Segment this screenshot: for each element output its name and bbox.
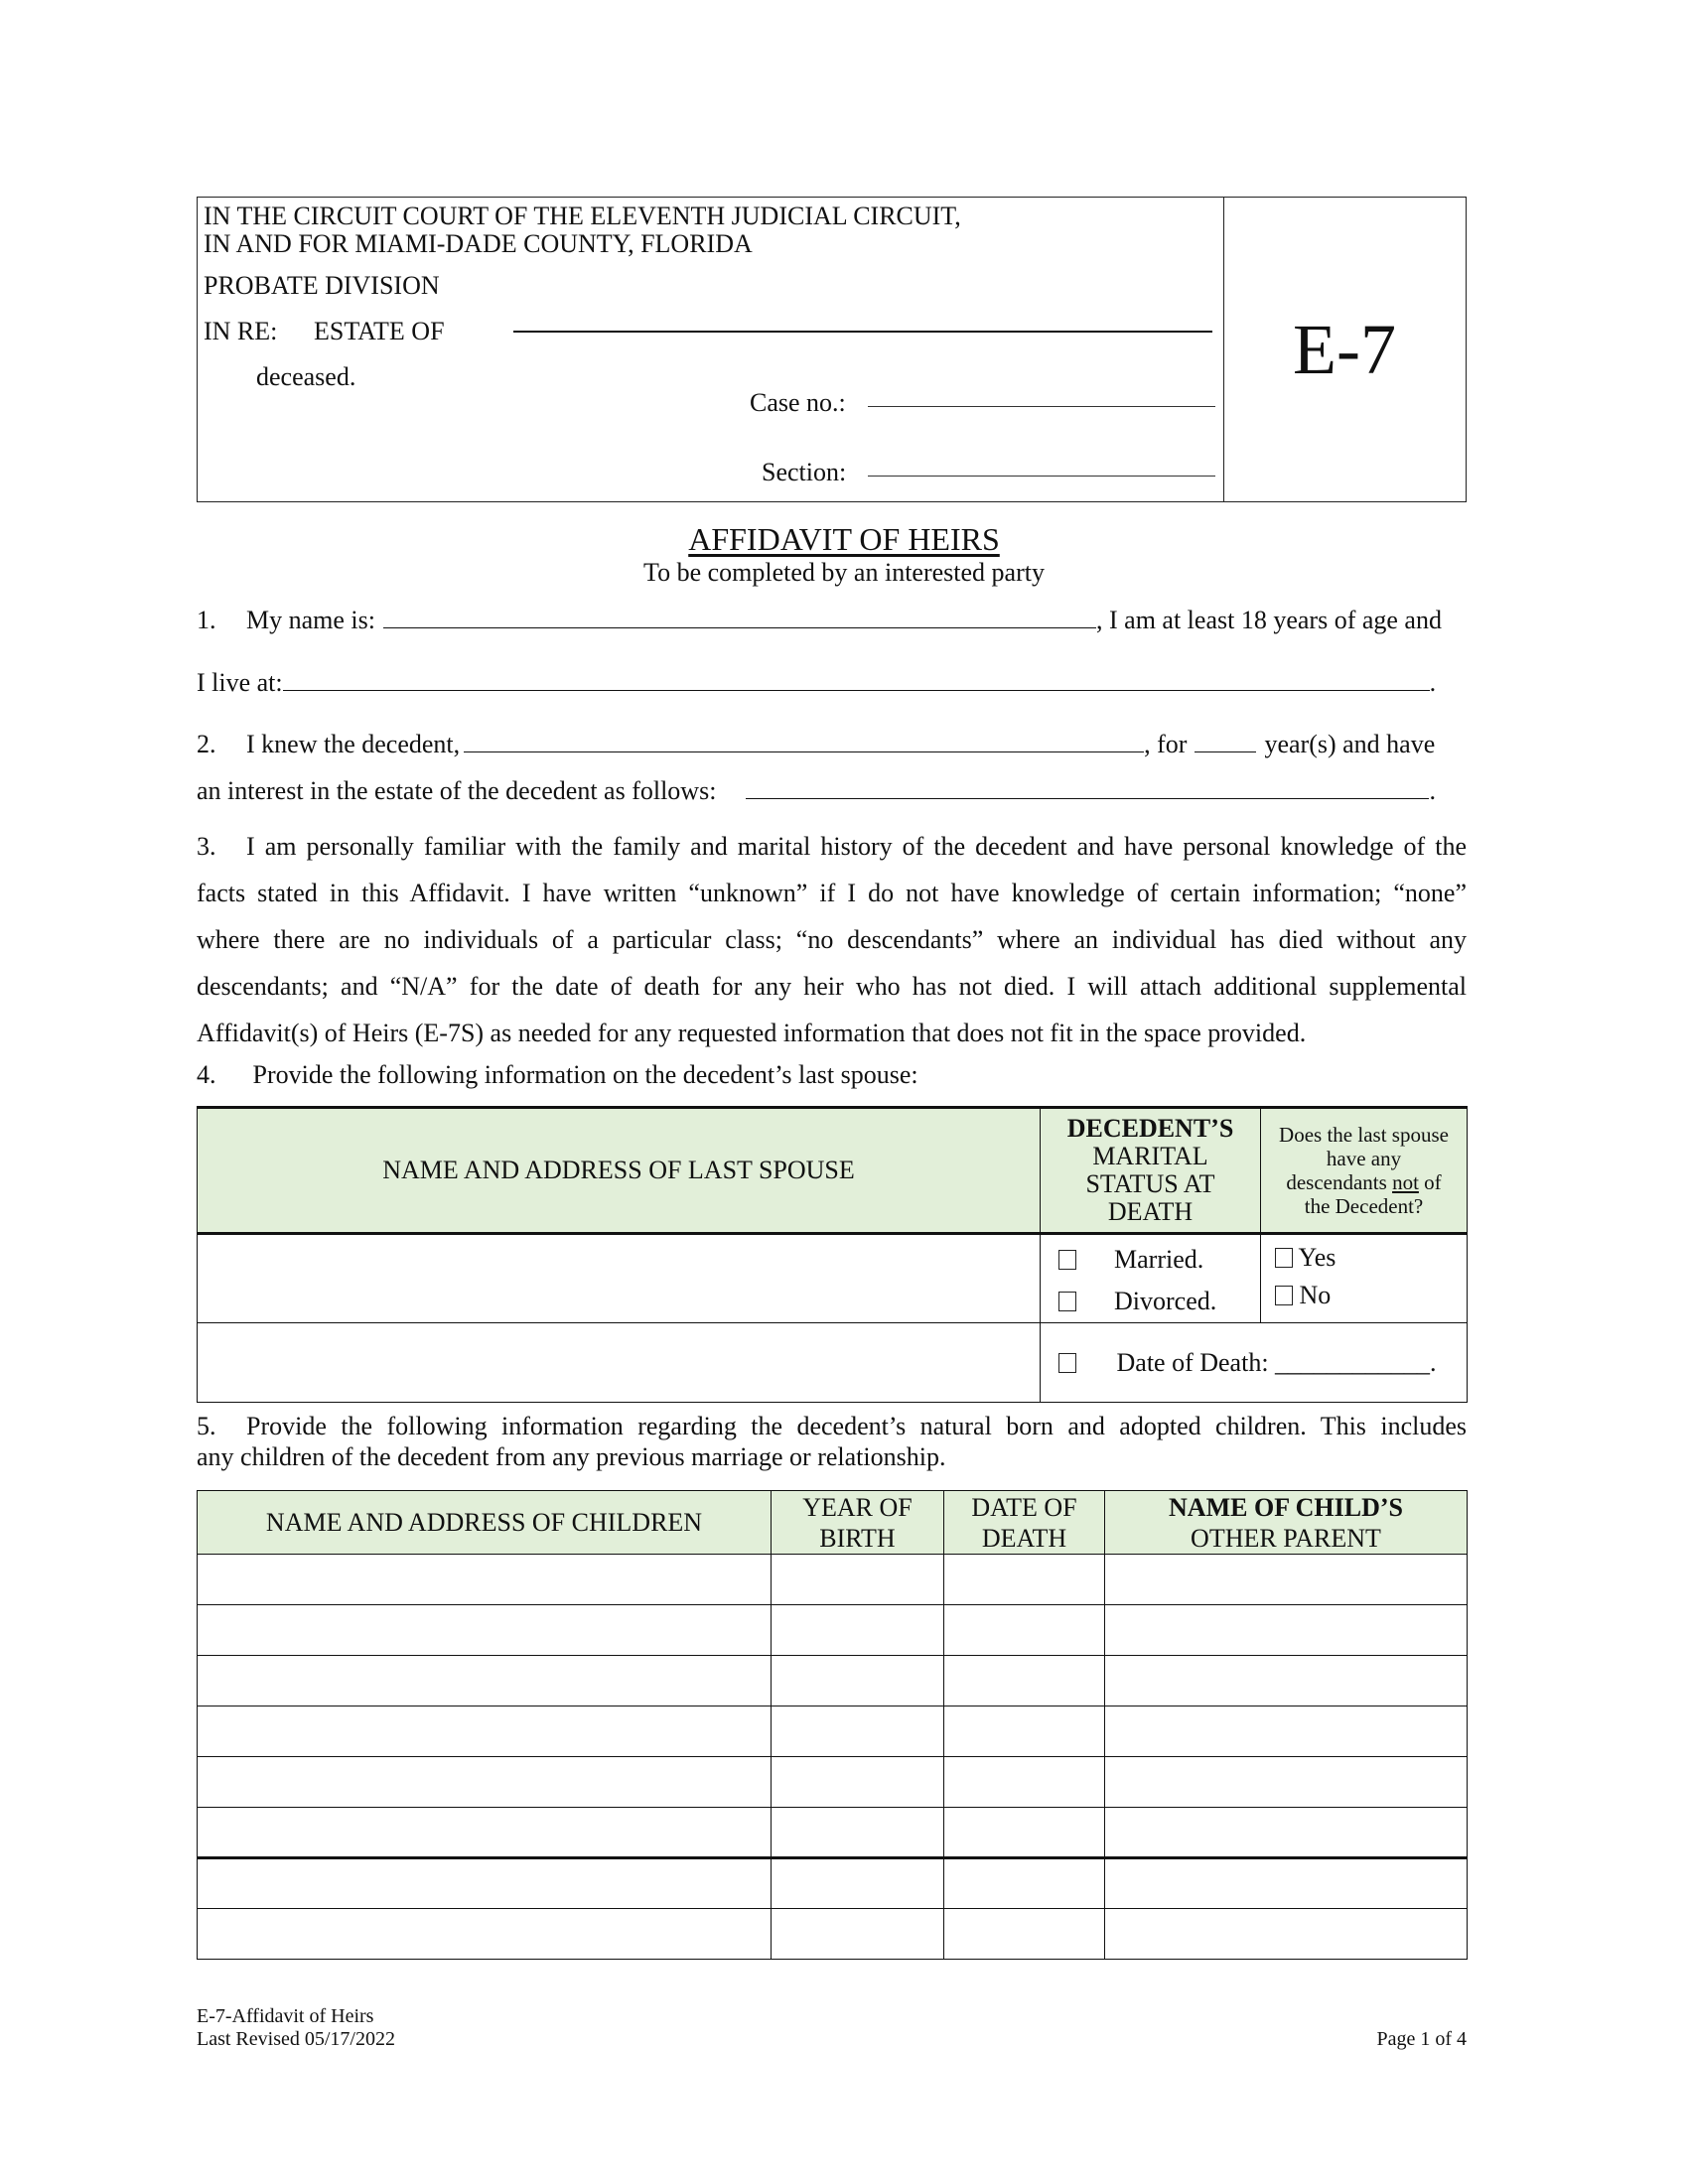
interest-label: an interest in the estate of the decedent as follows:: [197, 776, 717, 805]
paragraph-2-interest: [197, 776, 1467, 806]
child-death-cell[interactable]: [944, 1858, 1105, 1909]
section-field[interactable]: [868, 476, 1215, 477]
child-parent-cell[interactable]: [1105, 1555, 1468, 1605]
child-row-3a: [198, 1757, 1468, 1808]
marital-status-cell: [1041, 1234, 1261, 1323]
child-address-cell[interactable]: [198, 1706, 772, 1757]
page-subtitle: To be completed by an interested party: [643, 558, 1045, 587]
interest-field[interactable]: [746, 776, 1429, 799]
name-field[interactable]: [383, 606, 1096, 628]
child-row-1b: [198, 1605, 1468, 1656]
yes-checkbox[interactable]: [1275, 1248, 1293, 1268]
estate-of-label: ESTATE OF: [314, 317, 445, 345]
spouse-row-1: [198, 1234, 1468, 1323]
child-parent-cell[interactable]: [1105, 1605, 1468, 1656]
child-address-cell[interactable]: [198, 1909, 772, 1960]
child-name-cell[interactable]: [198, 1757, 772, 1808]
child-row-1a: [198, 1555, 1468, 1605]
p5-number: 5.: [197, 1412, 216, 1440]
married-option[interactable]: Married.: [1058, 1239, 1260, 1281]
paragraph-3: [197, 823, 1467, 1056]
child-birth-cell[interactable]: [772, 1858, 944, 1909]
paragraph-4: [197, 1060, 1467, 1090]
division-label: PROBATE DIVISION: [204, 271, 440, 300]
estate-name-field[interactable]: [513, 331, 1212, 333]
section-label: Section:: [762, 458, 847, 486]
p4-number: 4.: [197, 1060, 216, 1089]
children-table: [197, 1490, 1468, 1960]
child-death-cell[interactable]: [944, 1706, 1105, 1757]
footer-revised: Last Revised 05/17/2022: [197, 2028, 395, 2050]
date-of-death-cell: [1041, 1323, 1468, 1403]
case-no-label: Case no.:: [750, 388, 846, 417]
child-row-4b: [198, 1909, 1468, 1960]
child-address-cell[interactable]: [198, 1605, 772, 1656]
case-no-field[interactable]: [868, 406, 1215, 407]
year-of-birth-header: YEAR OF BIRTH: [772, 1491, 944, 1555]
no-checkbox[interactable]: [1275, 1286, 1293, 1305]
child-birth-cell[interactable]: [772, 1706, 944, 1757]
child-birth-cell[interactable]: [772, 1757, 944, 1808]
descendants-cell: [1261, 1234, 1468, 1323]
p2-number: 2.: [197, 730, 216, 758]
spouse-name-cell[interactable]: [198, 1234, 1041, 1323]
child-death-cell[interactable]: [944, 1656, 1105, 1706]
paragraph-1: [197, 606, 1467, 635]
address-field[interactable]: [283, 668, 1430, 691]
child-row-2b: [198, 1706, 1468, 1757]
date-of-death-field[interactable]: ____________: [1275, 1347, 1431, 1377]
child-parent-cell[interactable]: [1105, 1656, 1468, 1706]
p1-text: , I am at least 18 years of age and: [1096, 606, 1442, 634]
child-birth-cell[interactable]: [772, 1909, 944, 1960]
paragraph-5: [197, 1411, 1467, 1472]
form-code: E-7: [1293, 309, 1396, 389]
p2-years-text: year(s) and have: [1264, 730, 1436, 758]
spouse-address-cell[interactable]: [198, 1323, 1041, 1403]
spouse-table-header: [198, 1108, 1468, 1234]
other-parent-header: NAME OF CHILD’S OTHER PARENT: [1105, 1491, 1468, 1555]
married-checkbox[interactable]: [1058, 1250, 1076, 1270]
footer-page-number: Page 1 of 4: [1376, 2028, 1467, 2050]
child-birth-cell[interactable]: [772, 1605, 944, 1656]
p3-line-4: descendants; and “N/A” for the date of death for any heir who has not died. I will attach additional supplemental: [197, 972, 1467, 1001]
divorced-checkbox[interactable]: [1058, 1292, 1076, 1311]
child-birth-cell[interactable]: [772, 1808, 944, 1858]
deceased-label: deceased.: [256, 362, 356, 391]
p3-line-5: Affidavit(s) of Heirs (E-7S) as needed for any requested information that does not fit in the space provided.: [197, 1019, 1307, 1047]
footer-form-name: E-7-Affidavit of Heirs: [197, 2005, 374, 2027]
years-known-field[interactable]: [1195, 730, 1256, 752]
p4-text: Provide the following information on the decedent’s last spouse:: [252, 1060, 918, 1089]
p2-for: , for: [1144, 730, 1188, 758]
child-name-cell[interactable]: [198, 1656, 772, 1706]
period: .: [1430, 1347, 1437, 1377]
period: .: [1429, 668, 1437, 697]
divorced-option[interactable]: Divorced.: [1058, 1281, 1260, 1322]
yes-option[interactable]: Yes: [1275, 1239, 1467, 1277]
child-parent-cell[interactable]: [1105, 1706, 1468, 1757]
spouse-row-2: [198, 1323, 1468, 1403]
p3-line-1: I am personally familiar with the family and marital history of the decedent and have personal knowledge of the: [246, 832, 1467, 861]
child-parent-cell[interactable]: [1105, 1808, 1468, 1858]
p1-label: My name is:: [246, 606, 375, 634]
court-line-2: IN AND FOR MIAMI-DADE COUNTY, FLORIDA: [204, 229, 753, 258]
p2-label: I knew the decedent,: [246, 730, 461, 758]
date-of-death-label: Date of Death:: [1116, 1347, 1269, 1377]
child-death-cell[interactable]: [944, 1757, 1105, 1808]
child-address-cell[interactable]: [198, 1808, 772, 1858]
decedent-name-field[interactable]: [464, 730, 1144, 752]
paragraph-2: [197, 730, 1467, 759]
p5-line-2: any children of the decedent from any previous marriage or relationship.: [197, 1442, 946, 1471]
date-of-death-header: DATE OF DEATH: [944, 1491, 1105, 1555]
child-parent-cell[interactable]: [1105, 1909, 1468, 1960]
p3-number: 3.: [197, 832, 216, 861]
p5-line-1: Provide the following information regarding the decedent’s natural born and adopted children. This includes: [246, 1412, 1467, 1440]
child-birth-cell[interactable]: [772, 1555, 944, 1605]
live-at-label: I live at:: [197, 668, 283, 697]
paragraph-1-address: [197, 668, 1467, 698]
child-name-cell[interactable]: [198, 1555, 772, 1605]
in-re-label: IN RE:: [204, 317, 278, 345]
child-row-3b: [198, 1808, 1468, 1858]
child-parent-cell[interactable]: [1105, 1757, 1468, 1808]
child-row-4a: [198, 1858, 1468, 1909]
no-option[interactable]: No: [1275, 1277, 1467, 1314]
p1-number: 1.: [197, 606, 216, 634]
children-table-header: [198, 1491, 1468, 1555]
page-title: AFFIDAVIT OF HEIRS: [688, 521, 1000, 557]
child-death-cell[interactable]: [944, 1808, 1105, 1858]
child-row-2a: [198, 1656, 1468, 1706]
child-name-header: NAME AND ADDRESS OF CHILDREN: [198, 1491, 772, 1555]
child-death-cell[interactable]: [944, 1909, 1105, 1960]
marital-status-header: DECEDENT’S MARITAL STATUS AT DEATH: [1041, 1108, 1261, 1234]
p3-line-3: where there are no individuals of a particular class; “no descendants” where an individual has died without any: [197, 925, 1467, 954]
court-line-1: IN THE CIRCUIT COURT OF THE ELEVENTH JUDICIAL CIRCUIT,: [204, 202, 961, 230]
case-caption-box: [197, 197, 1467, 502]
spouse-descendants-header: Does the last spouse have any descendants not of the Decedent?: [1261, 1108, 1468, 1234]
child-name-cell[interactable]: [198, 1858, 772, 1909]
footer-left: [197, 2005, 395, 2051]
period: .: [1429, 776, 1436, 805]
spouse-table: [197, 1106, 1468, 1403]
spouse-name-header: NAME AND ADDRESS OF LAST SPOUSE: [198, 1108, 1041, 1234]
child-birth-cell[interactable]: [772, 1656, 944, 1706]
p3-line-2: facts stated in this Affidavit. I have written “unknown” if I do not have knowledge of certain information; “none”: [197, 879, 1467, 907]
child-death-cell[interactable]: [944, 1555, 1105, 1605]
date-of-death-checkbox[interactable]: [1058, 1353, 1076, 1373]
child-parent-cell[interactable]: [1105, 1858, 1468, 1909]
child-death-cell[interactable]: [944, 1605, 1105, 1656]
